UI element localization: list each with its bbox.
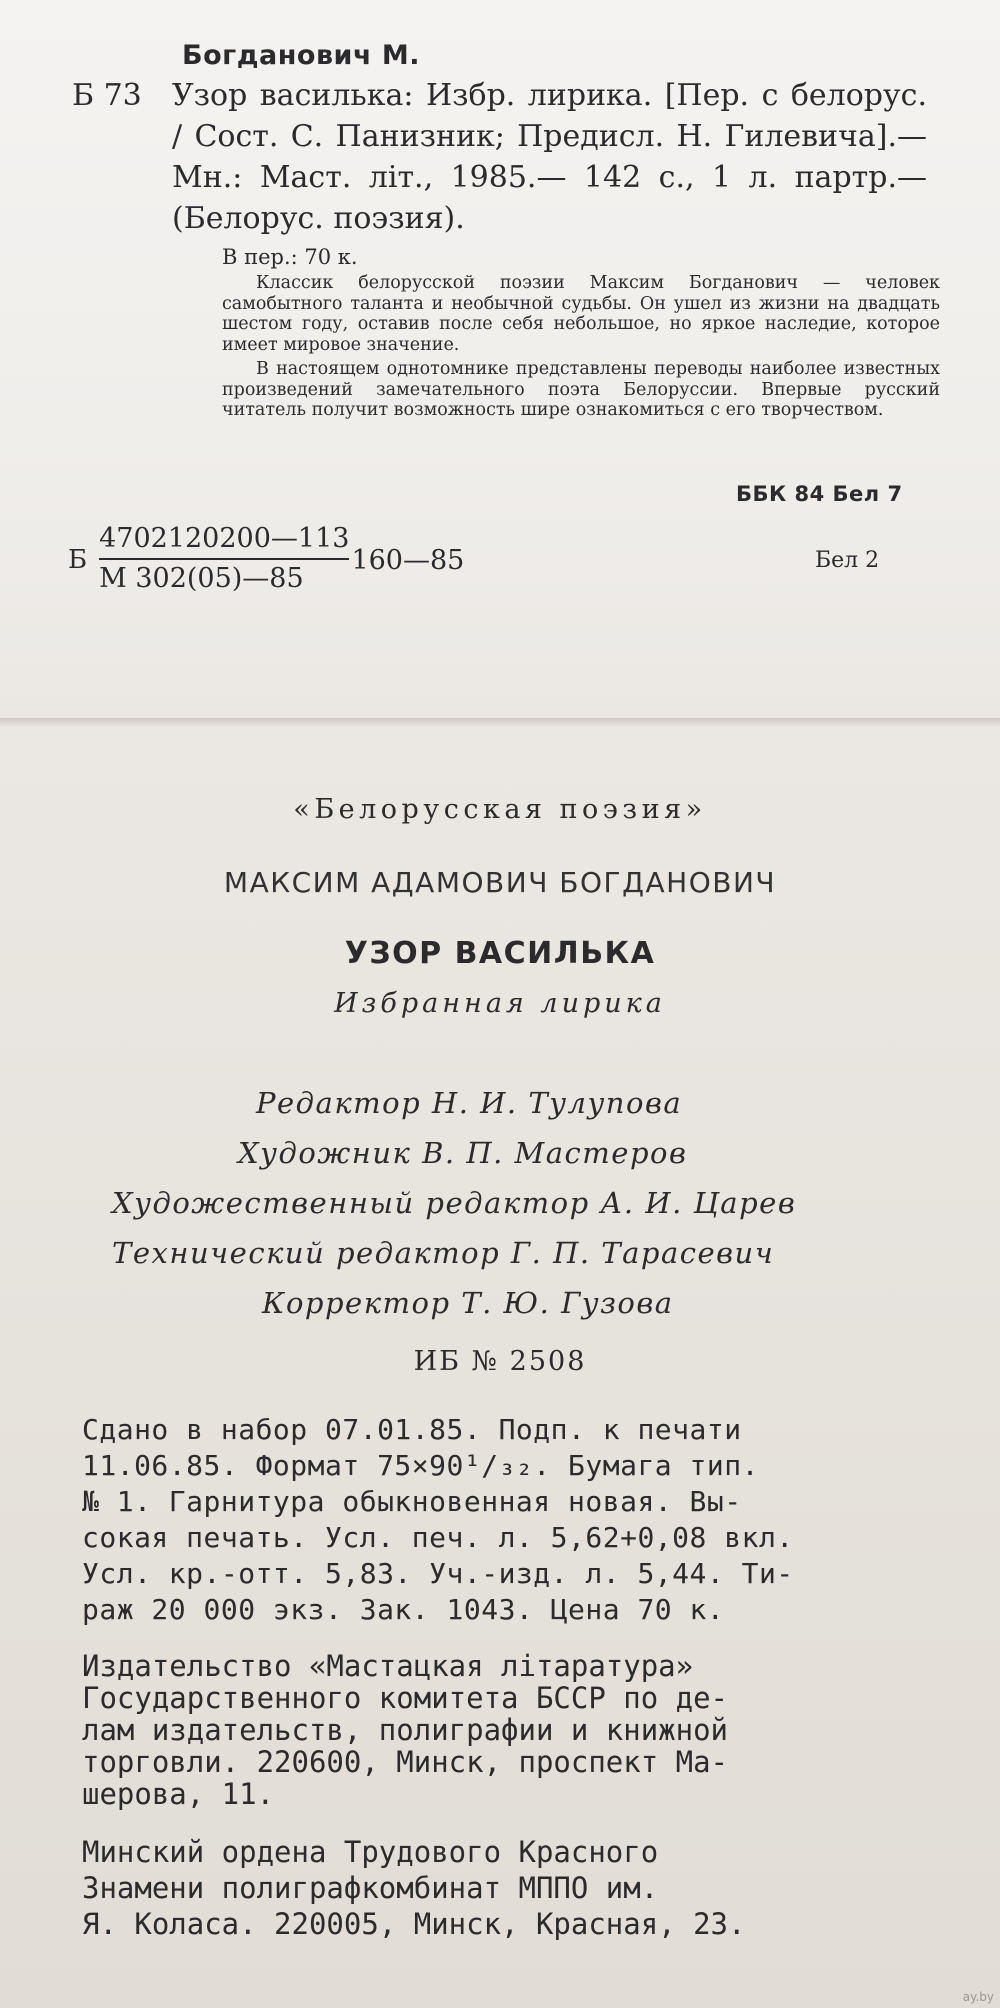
book-title: УЗОР ВАСИЛЬКА (344, 936, 656, 971)
colophon-page (0, 726, 1000, 2008)
book-subtitle: Избранная лирика (334, 988, 666, 1019)
credit-technical-editor: Технический редактор Г. П. Тарасевич (112, 1236, 775, 1270)
ib-number: ИБ № 2508 (413, 1346, 587, 1377)
printer-line: Я. Коласа. 220005, Минск, Красная, 23. (82, 1907, 746, 1941)
page-divider (0, 718, 1000, 726)
publisher-line: Издательство «Мастацкая літаратура» (82, 1649, 694, 1683)
printer-info (82, 1834, 912, 1942)
card-price: В пер.: 70 к. (222, 245, 358, 269)
credit-artist: Художник В. П. Мастеров (238, 1136, 688, 1170)
print-details-line: Усл. кр.-отт. 5,83. Уч.-изд. л. 5,44. Ти- (82, 1557, 794, 1590)
card-author: Богданович М. (182, 40, 421, 71)
annotation-paragraph: В настоящем однотомнике представлены переводы наиболее известных произведений замечательного поэта Белоруссии. Впервые русский читатель получит возможность шире ознакомиться с его творчеством. (222, 359, 940, 420)
credit-proofreader: Корректор Т. Ю. Гузова (262, 1286, 674, 1320)
bbk-secondary-code: Бел 2 (815, 548, 880, 573)
series-name: «Белорусская поэзия» (293, 794, 707, 825)
index-fraction (99, 524, 349, 596)
index-suffix: 160—85 (351, 544, 465, 576)
publisher-line: шерова, 11. (82, 1777, 275, 1811)
annotation-paragraph: Классик белорусской поэзии Максим Богданович — человек самобытного таланта и необычной судьбы. Он ушел из жизни на двадцать шестом году, оставив после себя небольшое, но яркое наследие, которое имеет мировое значение. (222, 273, 940, 355)
catalog-index (68, 524, 464, 596)
print-details-line: сокая печать. Усл. печ. л. 5,62+0,08 вкл. (82, 1521, 794, 1554)
watermark: ay.by (962, 1990, 994, 2004)
printer-line: Минский ордена Трудового Красного (82, 1835, 659, 1869)
index-numerator: 4702120200—113 (99, 524, 349, 560)
bbk-code: ББК 84 Бел 7 (736, 482, 903, 506)
print-details-line: № 1. Гарнитура обыкновенная новая. Вы- (82, 1485, 742, 1518)
print-details (82, 1412, 912, 1628)
print-details-line: 11.06.85. Формат 75×90¹/₃₂. Бумага тип. (82, 1449, 759, 1482)
printer-line: Знамени полиграфкомбинат МППО им. (82, 1871, 659, 1905)
publisher-line: лам издательств, полиграфии и книжной (82, 1713, 729, 1747)
author-full-name: МАКСИМ АДАМОВИЧ БОГДАНОВИЧ (223, 866, 777, 899)
print-details-line: раж 20 000 экз. Зак. 1043. Цена 70 к. (82, 1593, 725, 1626)
index-denominator: М 302(05)—85 (99, 563, 304, 594)
publisher-info (82, 1650, 912, 1810)
catalog-card-page (0, 0, 1000, 718)
print-details-line: Сдано в набор 07.01.85. Подп. к печати (82, 1413, 742, 1446)
author-code: Б 73 (72, 78, 142, 113)
annotation (222, 273, 940, 421)
credit-editor: Редактор Н. И. Тулупова (256, 1086, 683, 1120)
index-letter: Б (68, 545, 88, 575)
credit-art-editor: Художественный редактор А. И. Царев (112, 1186, 797, 1220)
bibliographic-description: Узор василька: Избр. лирика. [Пер. с белорус. / Сост. С. Панизник; Предисл. Н. Гилевича].— Мн.: Маст. літ., 1985.— 142 с., 1 л. партр.— (Белорус. поэзия). (172, 78, 927, 236)
publisher-line: торговли. 220600, Минск, проспект Ма- (82, 1745, 729, 1779)
publisher-line: Государственного комитета БССР по де- (82, 1681, 729, 1715)
bibliographic-entry (72, 75, 952, 239)
